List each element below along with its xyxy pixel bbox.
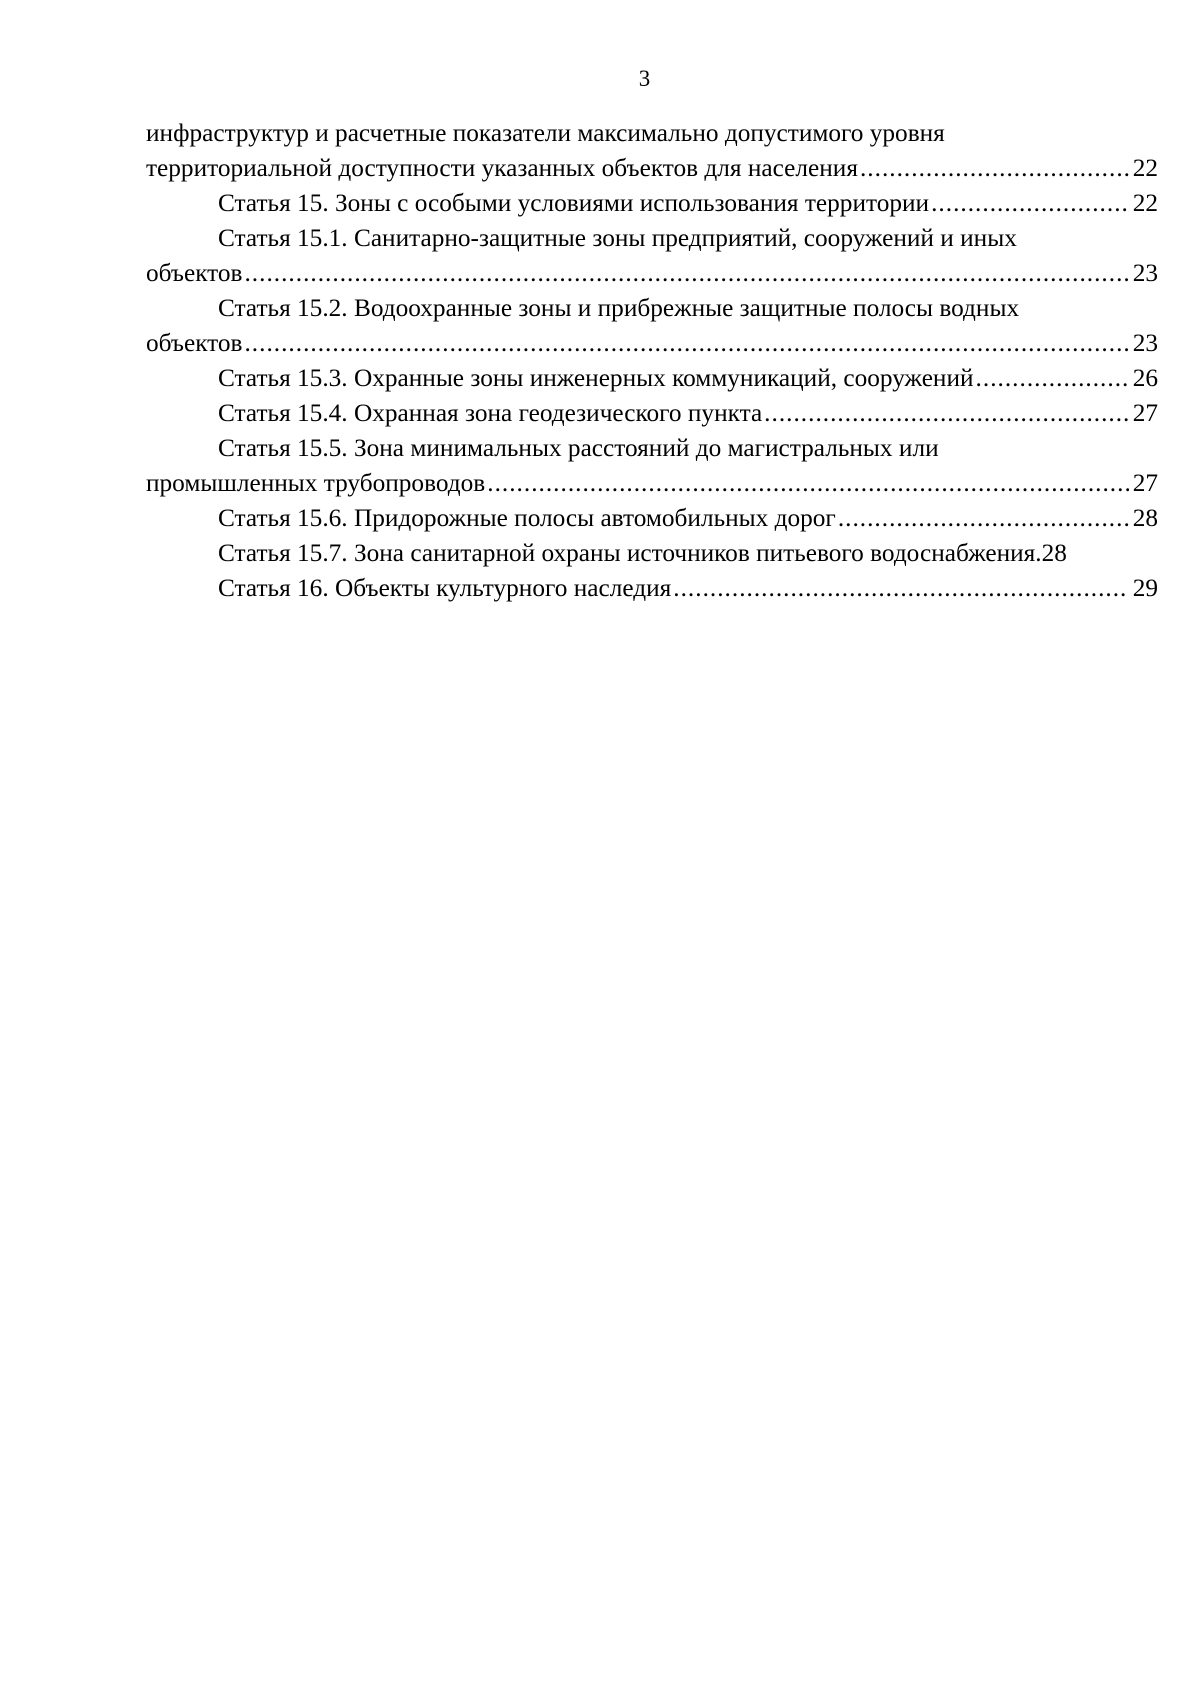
toc-entry[interactable] <box>146 431 1158 501</box>
toc-entry-text-line: инфраструктур и расчетные показатели максимально допустимого уровня <box>146 119 945 147</box>
dot-leader <box>244 326 1128 361</box>
toc-entry[interactable] <box>146 221 1158 291</box>
toc-entry[interactable] <box>146 116 1158 186</box>
toc-entry[interactable] <box>146 536 1158 571</box>
toc-page-number: 29 <box>1132 574 1158 602</box>
toc-entry-text-line: территориальной доступности указанных объектов для населения <box>146 154 858 182</box>
toc-entry-text-line: Статья 15.1. Санитарно-защитные зоны предприятий, сооружений и иных <box>218 224 1017 252</box>
dot-leader <box>764 396 1129 431</box>
toc-page-number: 27 <box>1132 399 1158 427</box>
toc-entry-text-line: Статья 16. Объекты культурного наследия <box>218 574 672 602</box>
toc-entry-leader-line <box>146 466 1158 501</box>
toc-entry-leader-line <box>146 256 1158 291</box>
toc-entry-leader-line <box>146 501 1158 536</box>
toc-page-number: 23 <box>1132 329 1158 357</box>
toc-entry-text-line: объектов <box>146 329 243 357</box>
toc-entry-text-line: промышленных трубопроводов <box>146 469 486 497</box>
dot-leader <box>673 571 1128 606</box>
toc-entry-leader-line <box>146 571 1158 606</box>
toc-entry[interactable] <box>146 396 1158 431</box>
toc-entry[interactable] <box>146 186 1158 221</box>
dot-leader <box>487 466 1128 501</box>
toc-page-number: 26 <box>1132 364 1158 392</box>
dot-leader <box>976 361 1129 396</box>
toc-entry-leader-line <box>146 536 1158 571</box>
toc-entry-text-line: Статья 15.2. Водоохранные зоны и прибрежные защитные полосы водных <box>218 294 1020 322</box>
toc-entry-text-line: Статья 15.7. Зона санитарной охраны источников питьевого водоснабжения. <box>218 539 1042 567</box>
toc-page-number: 27 <box>1132 469 1158 497</box>
toc-entry-leader-line <box>146 151 1158 186</box>
toc-entry-leader-line <box>146 361 1158 396</box>
toc-entry-text-line: Статья 15.4. Охранная зона геодезического пункта <box>218 399 763 427</box>
toc-entry-leader-line <box>146 186 1158 221</box>
toc-entry[interactable] <box>146 291 1158 361</box>
toc-page-number: 22 <box>1132 189 1158 217</box>
table-of-contents <box>146 116 1158 606</box>
toc-page-number: 28 <box>1132 504 1158 532</box>
toc-entry-text-line: Статья 15.6. Придорожные полосы автомобильных дорог <box>218 504 836 532</box>
dot-leader <box>838 501 1129 536</box>
toc-entry-text-line: Статья 15.3. Охранные зоны инженерных коммуникаций, сооружений <box>218 364 974 392</box>
toc-page-number: 22 <box>1132 154 1158 182</box>
toc-page-number: 28 <box>1041 539 1067 567</box>
toc-entry-text-line: Статья 15.5. Зона минимальных расстояний до магистральных или <box>218 434 939 462</box>
toc-page-number: 23 <box>1132 259 1158 287</box>
toc-entry-leader-line <box>146 396 1158 431</box>
toc-entry-text-line: объектов <box>146 259 243 287</box>
dot-leader <box>244 256 1128 291</box>
dot-leader <box>931 186 1129 221</box>
dot-leader <box>860 151 1129 186</box>
toc-entry[interactable] <box>146 501 1158 536</box>
toc-entry[interactable] <box>146 361 1158 396</box>
page-number: 3 <box>638 66 651 91</box>
toc-entry[interactable] <box>146 571 1158 606</box>
toc-entry-leader-line <box>146 326 1158 361</box>
toc-entry-text-line: Статья 15. Зоны с особыми условиями использования территории <box>218 189 930 217</box>
